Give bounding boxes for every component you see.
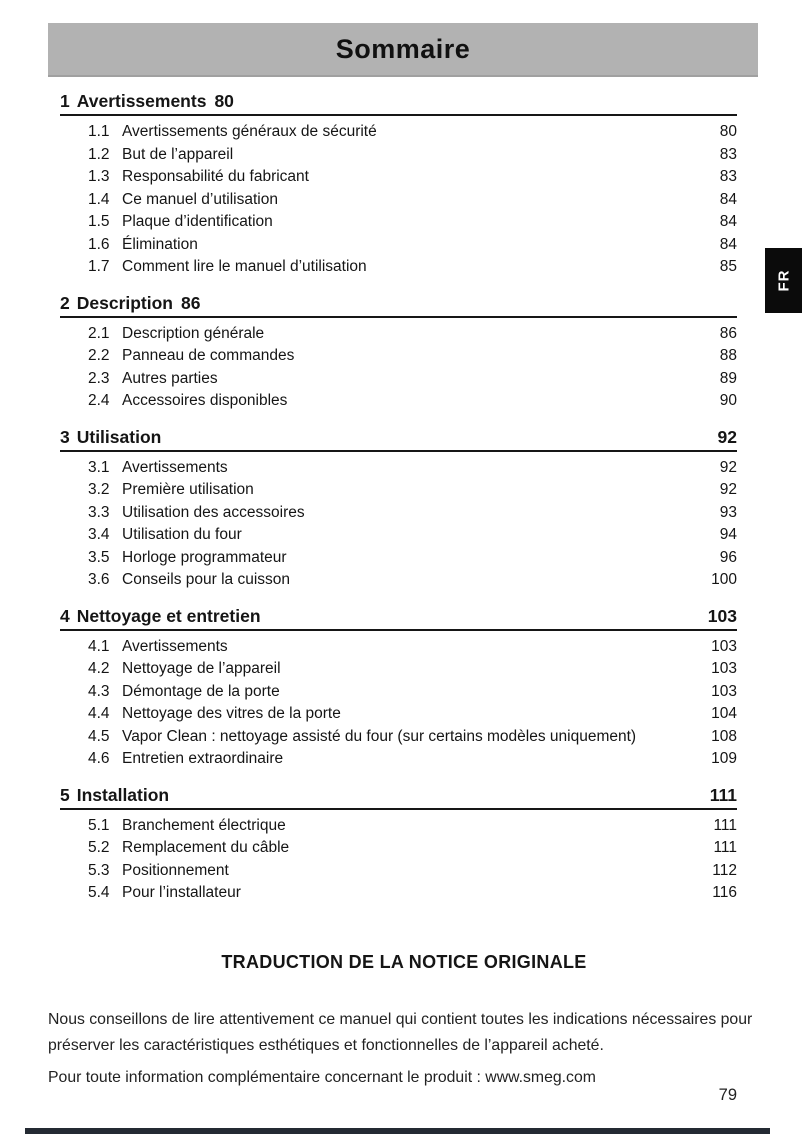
toc-entry-title: But de l’appareil <box>122 145 234 163</box>
toc-entry-title: Utilisation du four <box>122 526 242 543</box>
toc-entry-title: Panneau de commandes <box>122 347 295 364</box>
toc-section-title: Nettoyage et entretien <box>76 605 261 626</box>
website-paragraph: Pour toute information complémentaire concernant le produit : www.smeg.com <box>48 1069 596 1086</box>
toc-entry-number: 2.2 <box>88 347 110 364</box>
toc-entry-title: Avertissements généraux de sécurité <box>122 123 377 140</box>
toc-entry-title: Description générale <box>122 324 265 342</box>
toc-section <box>60 605 737 771</box>
toc-entry-title: Horloge programmateur <box>122 548 287 566</box>
toc-section-entries <box>60 452 737 592</box>
toc-entry-page: 103 <box>711 660 737 677</box>
toc-entry <box>60 636 737 659</box>
toc-section-page: 86 <box>181 292 201 313</box>
toc-entry-number: 1.3 <box>88 168 110 185</box>
table-of-contents <box>60 90 737 918</box>
toc-entry <box>60 726 737 749</box>
toc-entry <box>60 390 737 413</box>
page-header <box>48 23 758 77</box>
toc-entry-page: 89 <box>719 369 737 387</box>
toc-entry-number: 4.2 <box>88 660 110 677</box>
toc-entry-page: 88 <box>719 347 737 364</box>
toc-entry-title: Accessoires disponibles <box>122 392 288 409</box>
toc-entry-number: 4.4 <box>88 705 110 722</box>
toc-entry-number: 1.6 <box>88 235 110 253</box>
toc-entry-title: Démontage de la porte <box>122 682 280 700</box>
toc-section-entries <box>60 810 737 905</box>
toc-entry-page: 84 <box>719 190 737 208</box>
toc-section-header <box>60 426 737 449</box>
toc-entry <box>60 234 737 257</box>
toc-entry-page: 83 <box>719 168 737 185</box>
toc-entry-title: Conseils pour la cuisson <box>122 571 291 588</box>
toc-entry-page: 84 <box>719 213 737 230</box>
toc-entry-page: 92 <box>719 458 737 476</box>
toc-section-header <box>60 90 737 113</box>
toc-entry-number: 3.1 <box>88 458 110 476</box>
toc-entry <box>60 256 737 279</box>
toc-entry <box>60 121 737 144</box>
toc-entry-number: 1.2 <box>88 145 110 163</box>
toc-entry-page: 93 <box>719 503 737 521</box>
toc-section-page: 111 <box>709 784 737 805</box>
toc-entry <box>60 569 737 592</box>
toc-entry-number: 5.2 <box>88 839 110 856</box>
toc-entry-number: 1.1 <box>88 123 110 140</box>
toc-entry-page: 80 <box>719 123 737 140</box>
toc-section <box>60 90 737 279</box>
toc-entry-title: Autres parties <box>122 369 218 387</box>
toc-entry <box>60 748 737 771</box>
toc-entry-title: Comment lire le manuel d’utilisation <box>122 258 367 275</box>
toc-entry-number: 4.3 <box>88 682 110 700</box>
toc-entry <box>60 837 737 860</box>
toc-entry <box>60 681 737 704</box>
page-title: Sommaire <box>335 33 471 64</box>
toc-entry-page: 108 <box>711 727 737 745</box>
toc-section-header <box>60 292 737 315</box>
toc-section-number: 5 <box>60 784 70 805</box>
toc-entry-number: 5.3 <box>88 861 110 879</box>
toc-entry-page: 112 <box>712 861 737 879</box>
toc-section-title: Installation <box>76 784 170 805</box>
toc-entry-page: 96 <box>719 548 737 566</box>
toc-section-entries <box>60 318 737 413</box>
toc-entry-page: 104 <box>711 705 737 722</box>
toc-entry-page: 111 <box>713 839 737 856</box>
toc-entry-page: 94 <box>719 526 737 543</box>
toc-entry <box>60 658 737 681</box>
toc-section <box>60 426 737 592</box>
intro-paragraph: Nous conseillons de lire attentivement ce manuel qui contient toutes les indications nécessaires pour préserver les caractéristiques esthétiques et fonctionnelles de l’appareil acheté. <box>48 1011 753 1054</box>
toc-entry-title: Branchement électrique <box>122 816 286 834</box>
toc-entry-number: 5.4 <box>88 884 110 901</box>
page-number: 79 <box>718 1086 737 1104</box>
toc-entry-title: Positionnement <box>122 861 229 879</box>
toc-entry-title: Responsabilité du fabricant <box>122 168 309 185</box>
toc-entry-number: 3.3 <box>88 503 110 521</box>
toc-entry-number: 3.6 <box>88 571 110 588</box>
toc-entry <box>60 860 737 883</box>
toc-entry <box>60 166 737 189</box>
toc-entry-number: 3.2 <box>88 481 110 498</box>
toc-entry <box>60 368 737 391</box>
toc-entry <box>60 144 737 167</box>
toc-entry-number: 3.5 <box>88 548 110 566</box>
toc-entry <box>60 211 737 234</box>
toc-entry-title: Remplacement du câble <box>122 839 290 856</box>
toc-entry-number: 1.5 <box>88 213 110 230</box>
toc-entry-page: 109 <box>711 750 737 767</box>
toc-entry <box>60 323 737 346</box>
toc-entry-page: 103 <box>711 682 737 700</box>
toc-entry-title: Plaque d’identification <box>122 213 273 230</box>
toc-entry-number: 2.4 <box>88 392 110 409</box>
intro-text <box>48 1007 760 1091</box>
language-tab <box>765 248 802 313</box>
toc-section-entries <box>60 631 737 771</box>
toc-entry <box>60 189 737 212</box>
toc-entry-page: 85 <box>719 258 737 275</box>
toc-entry-number: 2.1 <box>88 324 110 342</box>
toc-entry-page: 111 <box>713 816 737 834</box>
toc-entry-number: 4.1 <box>88 637 110 655</box>
footer-block <box>48 952 760 1091</box>
toc-entry-number: 4.6 <box>88 750 110 767</box>
toc-entry-title: Avertissements <box>122 637 228 655</box>
toc-entry <box>60 815 737 838</box>
toc-section-page: 80 <box>214 91 234 111</box>
toc-entry-title: Première utilisation <box>122 481 254 498</box>
toc-entry <box>60 524 737 547</box>
toc-entry-number: 3.4 <box>88 526 110 543</box>
toc-entry-page: 103 <box>711 637 737 655</box>
toc-entry <box>60 882 737 905</box>
toc-section-number: 1 <box>60 91 70 111</box>
toc-entry-title: Avertissements <box>122 458 228 476</box>
toc-entry-title: Utilisation des accessoires <box>122 503 305 521</box>
toc-entry <box>60 457 737 480</box>
toc-entry-number: 4.5 <box>88 727 110 745</box>
footer-rule <box>25 1128 770 1134</box>
toc-entry-page: 100 <box>711 571 737 588</box>
toc-entry-title: Élimination <box>122 235 198 253</box>
toc-section-number: 3 <box>60 426 70 447</box>
translation-notice-heading: TRADUCTION DE LA NOTICE ORIGINALE <box>221 952 587 972</box>
toc-entry-title: Pour l’installateur <box>122 884 241 901</box>
toc-entry-number: 1.4 <box>88 190 110 208</box>
language-tab-label: FR <box>775 269 792 292</box>
toc-section-page: 103 <box>707 605 737 626</box>
toc-section-header <box>60 784 737 807</box>
toc-entry <box>60 479 737 502</box>
toc-entry <box>60 502 737 525</box>
toc-entry-title: Ce manuel d’utilisation <box>122 190 278 208</box>
toc-entry-number: 1.7 <box>88 258 110 275</box>
toc-entry <box>60 547 737 570</box>
toc-entry-page: 83 <box>719 145 737 163</box>
toc-entry-page: 86 <box>719 324 737 342</box>
toc-entry-page: 92 <box>719 481 737 498</box>
toc-section-header <box>60 605 737 628</box>
toc-section-number: 2 <box>60 292 70 313</box>
toc-section-number: 4 <box>60 605 70 626</box>
toc-entry-number: 5.1 <box>88 816 110 834</box>
toc-entry-page: 84 <box>719 235 737 253</box>
toc-entry <box>60 703 737 726</box>
toc-entry-number: 2.3 <box>88 369 110 387</box>
toc-section-title: Utilisation <box>76 426 162 447</box>
toc-section-title: Description <box>76 292 174 313</box>
toc-entry-page: 116 <box>712 884 737 901</box>
toc-entry-title: Nettoyage de l’appareil <box>122 660 281 677</box>
toc-entry-title: Vapor Clean : nettoyage assisté du four (sur certains modèles uniquement) <box>122 727 637 745</box>
toc-section-title: Avertissements <box>76 91 207 111</box>
toc-entry-title: Entretien extraordinaire <box>122 750 284 767</box>
toc-section-page: 92 <box>717 426 737 447</box>
toc-entry-title: Nettoyage des vitres de la porte <box>122 705 341 722</box>
toc-section <box>60 292 737 413</box>
toc-section <box>60 784 737 905</box>
toc-entry-page: 90 <box>719 392 737 409</box>
toc-section-entries <box>60 116 737 279</box>
toc-entry <box>60 345 737 368</box>
